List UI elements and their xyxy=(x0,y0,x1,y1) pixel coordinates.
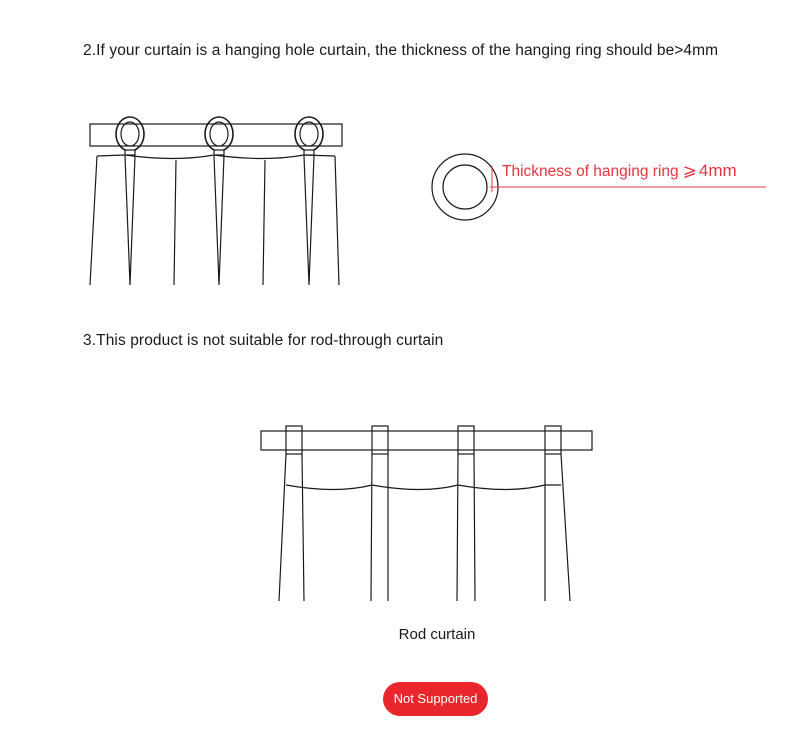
section-2-heading: 2.If your curtain is a hanging hole curtain, the thickness of the hanging ring should be>4mm xyxy=(83,42,719,59)
rod-curtain-folds xyxy=(279,454,570,601)
ring-label-value: 4mm xyxy=(698,161,737,180)
rod-curtain-hem xyxy=(286,485,561,490)
rod-curtain-rod xyxy=(261,431,592,450)
not-supported-badge: Not Supported xyxy=(383,682,488,716)
greater-or-equal-symbol: ⩾ xyxy=(682,161,697,181)
rod-curtain-caption: Rod curtain xyxy=(398,626,476,643)
section-3-heading: 3.This product is not suitable for rod-through curtain xyxy=(83,332,444,349)
ring-label-text: Thickness of hanging ring xyxy=(502,163,679,180)
